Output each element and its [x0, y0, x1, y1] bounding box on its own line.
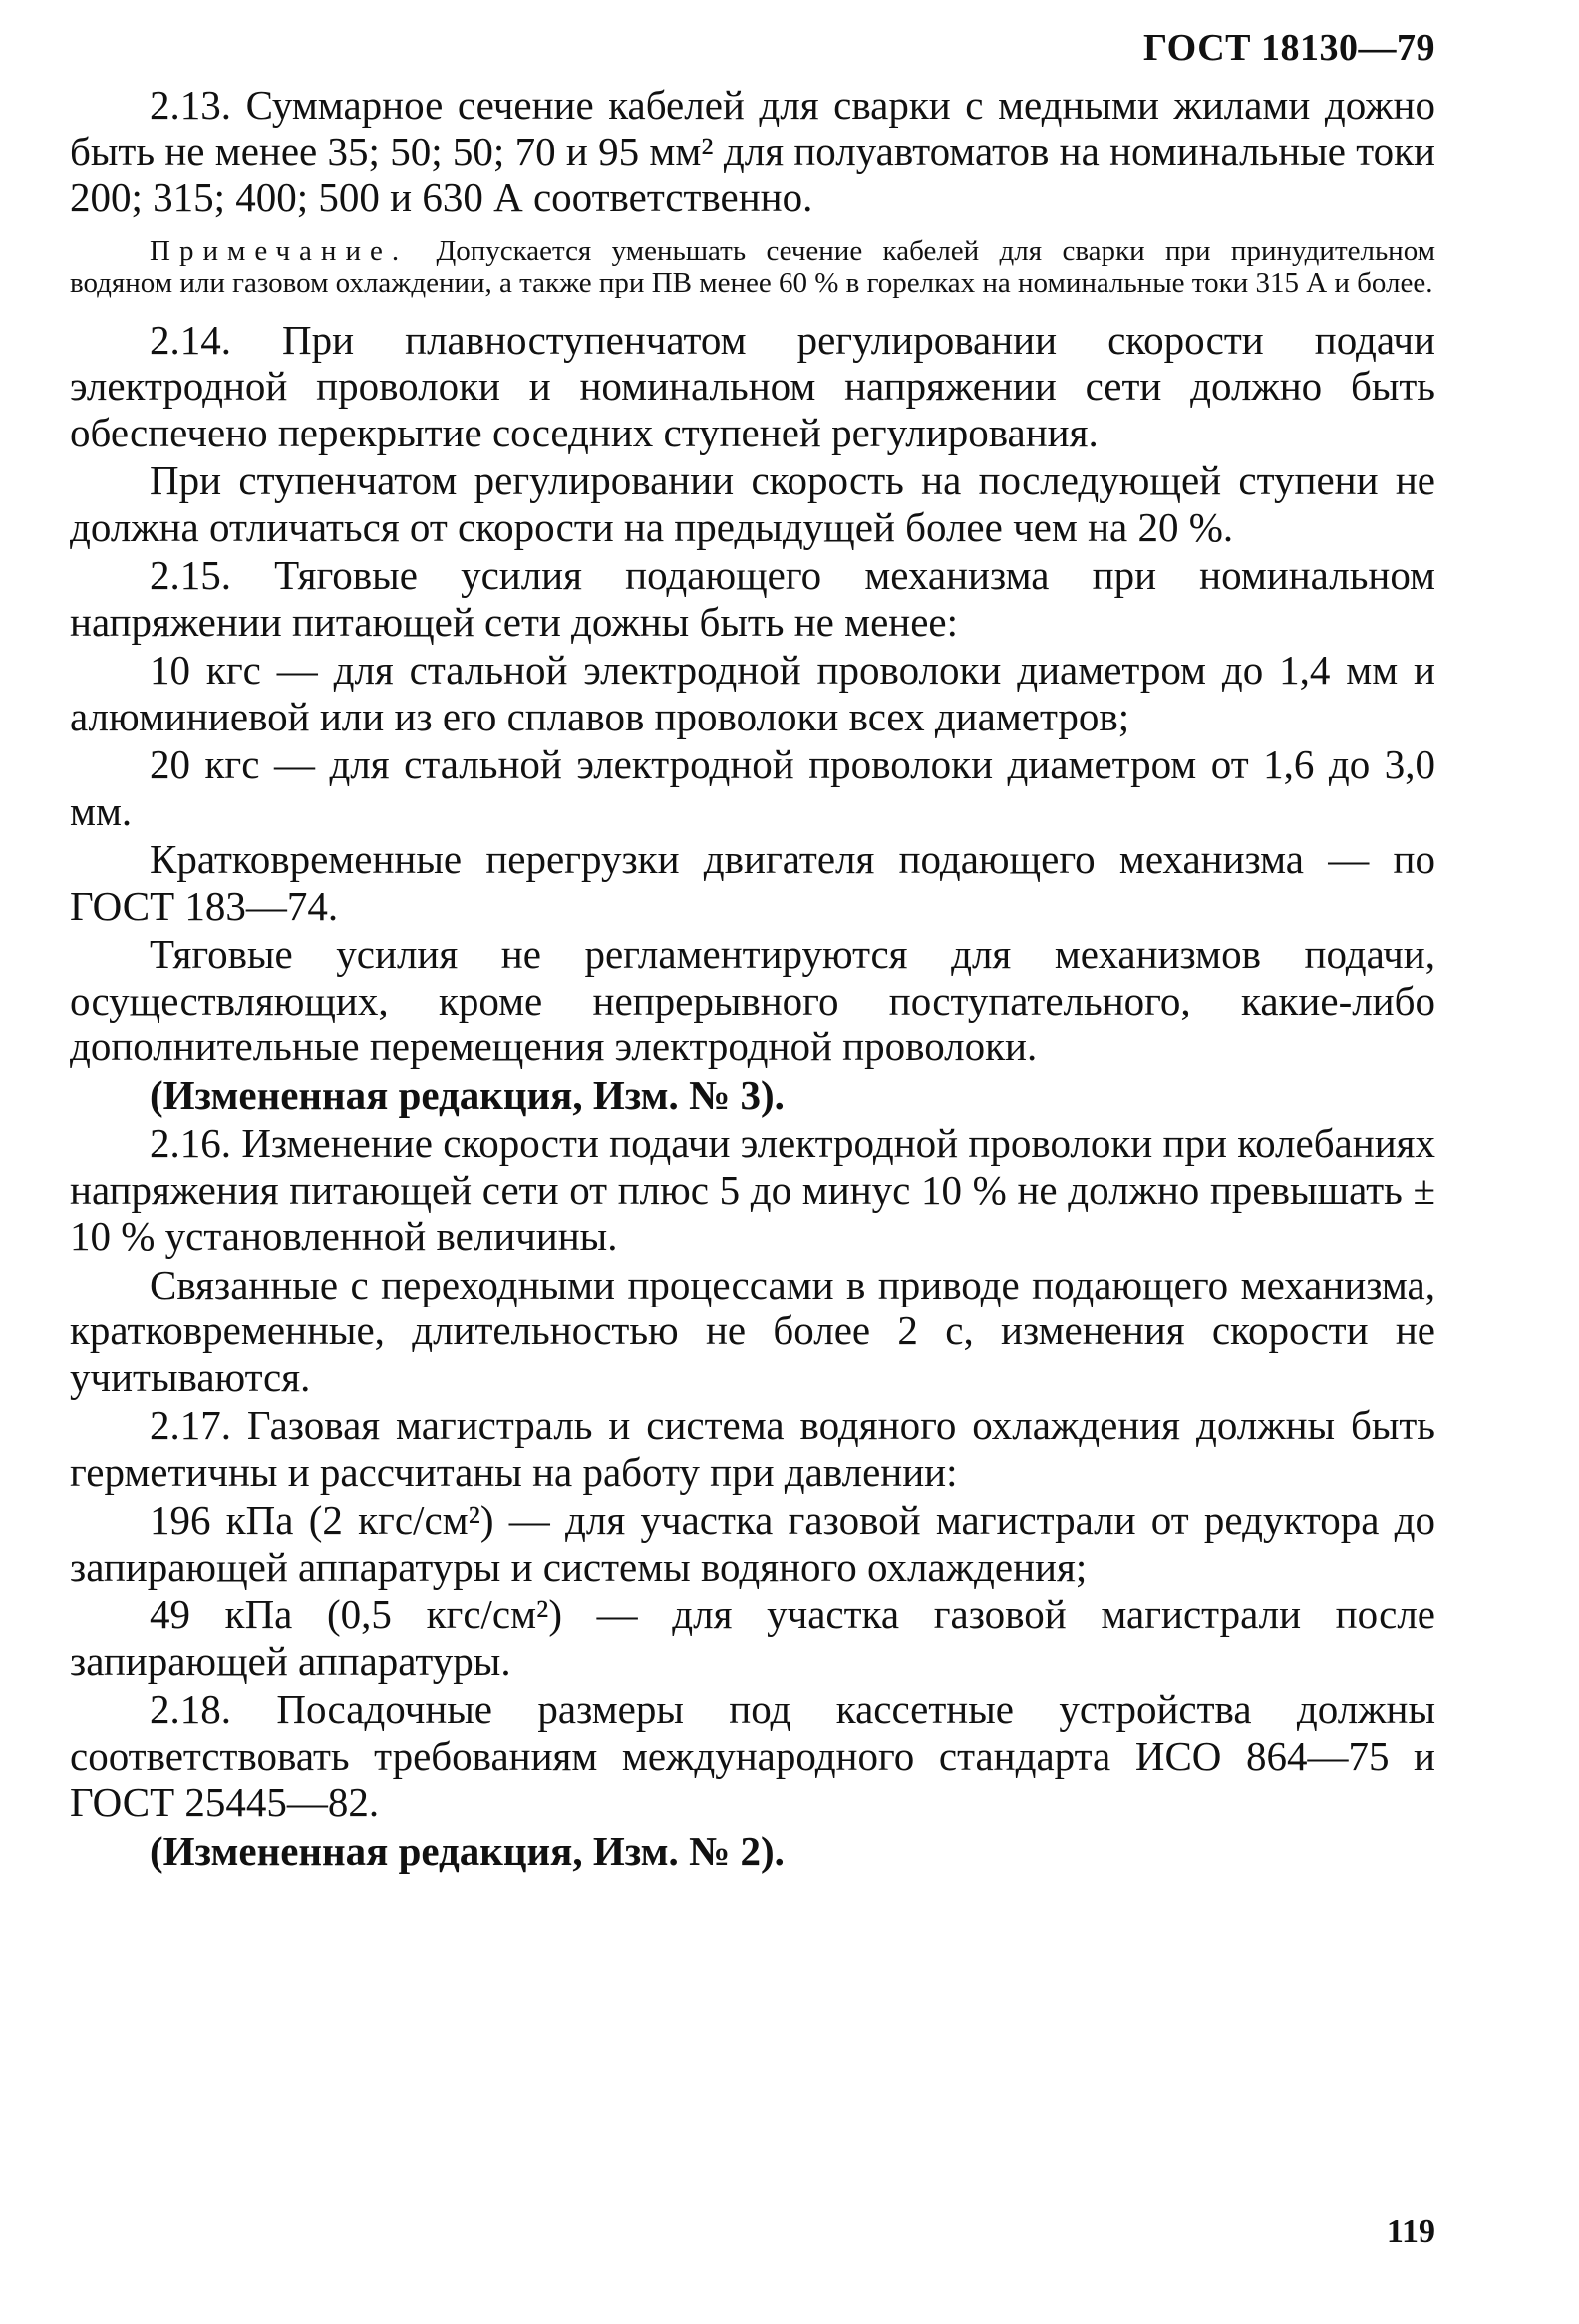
clause-2-17: 2.17. Газовая магистраль и система водяного охлаждения должны быть герметичны и рассчитаны на работу при давлении: [70, 1402, 1435, 1495]
clause-2-15-not-regulated: Тяговые усилия не регламентируются для механизмов подачи, осуществляющих, кроме непрерывного поступательного, какие-либо дополнительные перемещения электродной проволоки. [70, 931, 1435, 1069]
page-number: 119 [1386, 2213, 1435, 2250]
note-label: Примечание. [150, 234, 409, 267]
clause-2-17-item-49kpa: 49 кПа (0,5 кгс/см²) — для участка газовой магистрали после запирающей аппаратуры. [70, 1592, 1435, 1684]
clause-2-14-continued: При ступенчатом регулировании скорость на последующей ступени не должна отличаться от скорости на предыдущей более чем на 20 %. [70, 457, 1435, 550]
clause-2-14: 2.14. При плавноступенчатом регулировании скорости подачи электродной проволоки и номинальном напряжении сети должно быть обеспечено перекрытие соседних ступеней регулирования. [70, 316, 1435, 455]
clause-2-15: 2.15. Тяговые усилия подающего механизма при номинальном напряжении питающей сети дожны быть не менее: [70, 552, 1435, 645]
clause-2-15-item-20kgs: 20 кгс — для стальной электродной проволоки диаметром от 1,6 до 3,0 мм. [70, 741, 1435, 834]
document-page [70, 20, 1435, 2312]
note-text: Допускается уменьшать сечение кабелей для сварки при принудительном водяном или газовом охлаждении, а также при ПВ менее 60 % в горелках на номинальные токи 315 А и более. [70, 234, 1435, 299]
note [70, 235, 1435, 299]
clause-2-15-overload: Кратковременные перегрузки двигателя подающего механизма — по ГОСТ 183—74. [70, 836, 1435, 929]
clause-2-16-continued: Связанные с переходными процессами в приводе подающего механизма, кратковременные, длительностью не более 2 с, изменения скорости не учитываются. [70, 1261, 1435, 1400]
clause-2-15-item-10kgs: 10 кгс — для стальной электродной проволоки диаметром до 1,4 мм и алюминиевой или из его сплавов проволоки всех диаметров; [70, 647, 1435, 739]
page-header-standard: ГОСТ 18130—79 [1142, 27, 1435, 69]
amendment-3: (Измененная редакция, Изм. № 3). [150, 1071, 785, 1118]
clause-2-17-item-196kpa: 196 кПа (2 кгс/см²) — для участка газовой магистрали от редуктора до запирающей аппаратуры и системы водяного охлаждения; [70, 1497, 1435, 1590]
clause-2-16: 2.16. Изменение скорости подачи электродной проволоки при колебаниях напряжения питающей сети от плюс 5 до минус 10 % не должно превышать ± 10 % установленной величины. [70, 1120, 1435, 1259]
amendment-2: (Измененная редакция, Изм. № 2). [150, 1827, 785, 1874]
clause-2-13: 2.13. Суммарное сечение кабелей для сварки с медными жилами дожно быть не менее 35; 50; 50; 70 и 95 мм² для полуавтоматов на номинальные токи 200; 315; 400; 500 и 630 А соответственно. [70, 82, 1435, 220]
clause-2-18: 2.18. Посадочные размеры под кассетные устройства должны соответствовать требованиям международного стандарта ИСО 864—75 и ГОСТ 25445—82. [70, 1686, 1435, 1825]
